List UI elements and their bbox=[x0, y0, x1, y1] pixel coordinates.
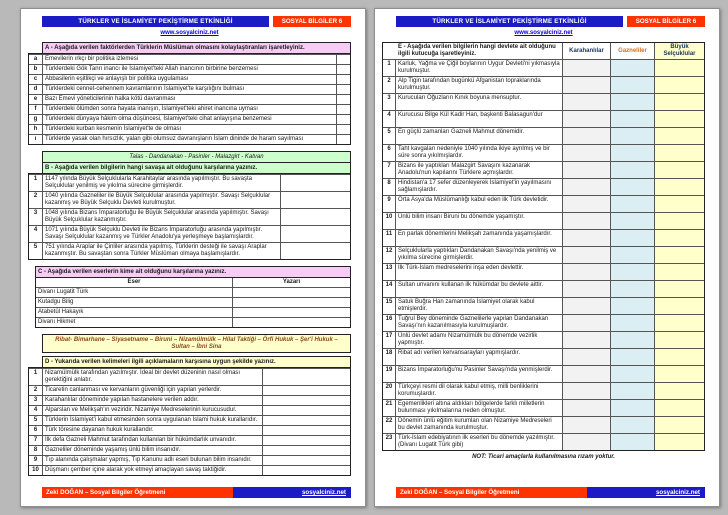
row-text: Alparslan ve Melikşah'ın veziridir. Nizamiye Medreselerinin kurucusudur. bbox=[45, 407, 237, 413]
checkbox-karahanlilar[interactable] bbox=[562, 332, 610, 348]
section-a-table bbox=[28, 53, 351, 145]
checkbox-gazneliler[interactable] bbox=[610, 179, 654, 195]
row-text: Türk töresine dayanan hukuk kurallarıdır. bbox=[45, 427, 154, 433]
subject-badge: SOSYAL BİLGİLER 6 bbox=[627, 16, 705, 27]
table-row bbox=[383, 280, 704, 297]
checkbox-gazneliler[interactable] bbox=[610, 332, 654, 348]
footer-site-link[interactable]: sosyalciniz.net bbox=[233, 487, 351, 498]
checkbox-gazneliler[interactable] bbox=[610, 315, 654, 331]
row-text: Türklerde yasak olan hırsızlık, yalan gibi olumsuz davranışların İslam dininde de haram sayılması bbox=[45, 136, 304, 142]
page-header bbox=[42, 16, 351, 27]
website-link[interactable]: www.sosyalciniz.net bbox=[514, 30, 573, 36]
checkbox-buyuk-selcuklular[interactable] bbox=[654, 434, 704, 450]
table-row bbox=[383, 144, 704, 161]
checkbox-karahanlilar[interactable] bbox=[562, 366, 610, 382]
checkbox-karahanlilar[interactable] bbox=[562, 400, 610, 416]
checkbox-karahanlilar[interactable] bbox=[562, 230, 610, 246]
answer-box[interactable] bbox=[336, 125, 350, 134]
row-text: Ribat adı verilen kervansarayları yapmışlardır. bbox=[398, 350, 521, 356]
page-title: TÜRKLER VE İSLAMİYET PEKİŞTİRME ETKİNLİĞİ bbox=[396, 16, 623, 27]
table-header-row bbox=[36, 278, 350, 287]
answer-box[interactable] bbox=[262, 416, 350, 425]
table-row bbox=[383, 195, 704, 212]
checkbox-karahanlilar[interactable] bbox=[562, 213, 610, 229]
answer-box[interactable] bbox=[262, 406, 350, 415]
row-key: d bbox=[29, 85, 43, 94]
checkbox-buyuk-selcuklular[interactable] bbox=[654, 179, 704, 195]
checkbox-karahanlilar[interactable] bbox=[562, 264, 610, 280]
checkbox-gazneliler[interactable] bbox=[610, 247, 654, 263]
row-text: Türkçeyi resmi dil olarak kabul etmiş, milli benliklerini korumuşlardır. bbox=[398, 384, 539, 397]
row-key: 12 bbox=[383, 247, 396, 263]
answer-box[interactable] bbox=[232, 308, 350, 317]
checkbox-buyuk-selcuklular[interactable] bbox=[654, 230, 704, 246]
table-row bbox=[383, 331, 704, 348]
checkbox-buyuk-selcuklular[interactable] bbox=[654, 349, 704, 365]
row-key: 22 bbox=[383, 417, 396, 433]
checkbox-gazneliler[interactable] bbox=[610, 264, 654, 280]
checkbox-buyuk-selcuklular[interactable] bbox=[654, 213, 704, 229]
row-text: Bazı Emevi yöneticilerinin halka kötü davranması bbox=[45, 96, 176, 102]
checkbox-karahanlilar[interactable] bbox=[562, 247, 610, 263]
checkbox-gazneliler[interactable] bbox=[610, 366, 654, 382]
row-text: Satuk Buğra Han zamanında İslamiyet olarak kabul etmişlerdir. bbox=[398, 299, 535, 312]
checkbox-buyuk-selcuklular[interactable] bbox=[654, 264, 704, 280]
row-text: Türklerdeki Gök Tanrı inancı ile İslamiyet'teki Allah inancının birbirine benzemesi bbox=[45, 66, 258, 72]
page-footer bbox=[396, 487, 705, 498]
row-text: Kurucusu Bilge Kül Kadir Han, başkenti Balasagun'dur bbox=[398, 112, 543, 118]
checkbox-buyuk-selcuklular[interactable] bbox=[654, 383, 704, 399]
checkbox-karahanlilar[interactable] bbox=[562, 417, 610, 433]
checkbox-karahanlilar[interactable] bbox=[562, 434, 610, 450]
row-key: 4 bbox=[29, 406, 43, 415]
checkbox-buyuk-selcuklular[interactable] bbox=[654, 332, 704, 348]
checkbox-karahanlilar[interactable] bbox=[562, 60, 610, 76]
row-text: Orta Asya'da Müslümanlığı kabul eden ilk Türk devletidir. bbox=[398, 197, 549, 203]
row-key: 2 bbox=[29, 192, 43, 208]
checkbox-buyuk-selcuklular[interactable] bbox=[654, 400, 704, 416]
row-text: Selçuklularla yaptıkları Dandanakan Savaşı'nda yenilmiş ve yıkılma sürecine girmişlerdir. bbox=[398, 248, 557, 261]
row-key: g bbox=[29, 115, 43, 124]
row-text: Ünlü bilim insanı Biruni bu dönemde yaşamıştır. bbox=[398, 214, 525, 220]
row-text: En güçlü zamanları Gazneli Mahmut dönemidir. bbox=[398, 129, 525, 135]
row-key: 3 bbox=[29, 209, 43, 225]
table-row bbox=[29, 465, 350, 475]
checkbox-buyuk-selcuklular[interactable] bbox=[654, 417, 704, 433]
row-text: Ünlü devlet adamı Nizamülmülk bu dönemde vezirlik yapmıştır. bbox=[398, 333, 538, 346]
answer-box[interactable] bbox=[232, 288, 350, 297]
checkbox-gazneliler[interactable] bbox=[610, 417, 654, 433]
row-key: 5 bbox=[383, 128, 396, 144]
section-a-title: A - Aşağıda verilen faktörlerden Türklerin Müslüman olmasını kolaylaştıranları işaretleyiniz. bbox=[42, 42, 351, 53]
checkbox-karahanlilar[interactable] bbox=[562, 196, 610, 212]
answer-box[interactable] bbox=[280, 243, 350, 259]
checkbox-buyuk-selcuklular[interactable] bbox=[654, 315, 704, 331]
row-key: 7 bbox=[383, 162, 396, 178]
table-row bbox=[383, 297, 704, 314]
answer-box[interactable] bbox=[262, 396, 350, 405]
checkbox-karahanlilar[interactable] bbox=[562, 111, 610, 127]
table-row bbox=[383, 127, 704, 144]
author-name: Zeki DOĞAN – Sosyal Bilgiler Öğretmeni bbox=[396, 487, 587, 498]
row-key: 13 bbox=[383, 264, 396, 280]
table-row bbox=[383, 161, 704, 178]
section-e-table bbox=[382, 42, 705, 451]
table-row bbox=[29, 435, 350, 445]
row-text: Düşmanı çember içine alarak yok etmeyi amaçlayan savaş taktiğidir. bbox=[45, 467, 227, 473]
checkbox-karahanlilar[interactable] bbox=[562, 315, 610, 331]
checkbox-karahanlilar[interactable] bbox=[562, 162, 610, 178]
row-key: ı bbox=[29, 135, 43, 144]
column-header-eser: Eser bbox=[127, 279, 141, 285]
row-key: 8 bbox=[29, 446, 43, 455]
checkbox-gazneliler[interactable] bbox=[610, 213, 654, 229]
row-text: Egemenlikleri altına aldıkları bölgelerde farklı milletlerin bulunması yıkılmalarına neden olmuştur. bbox=[398, 401, 545, 414]
checkbox-buyuk-selcuklular[interactable] bbox=[654, 162, 704, 178]
checkbox-buyuk-selcuklular[interactable] bbox=[654, 77, 704, 93]
section-b-table bbox=[28, 173, 351, 260]
checkbox-karahanlilar[interactable] bbox=[562, 349, 610, 365]
row-key: 3 bbox=[29, 396, 43, 405]
table-row bbox=[29, 225, 350, 242]
worksheet-page-2 bbox=[374, 8, 720, 507]
answer-box[interactable] bbox=[262, 466, 350, 475]
row-text: Türk-İslam edebiyatının ilk eserleri bu dönemde yazılmıştır. (Divanı Lugatit Türk gibi) bbox=[398, 435, 555, 448]
table-row bbox=[383, 348, 704, 365]
answer-box[interactable] bbox=[280, 209, 350, 225]
row-key: 15 bbox=[383, 298, 396, 314]
row-text: Tuğrul Bey döneminde Gaznelilerle yapılan Dandanakan Savaşı'nın kazanılmasıyla kurulmuşlardır. bbox=[398, 316, 549, 329]
checkbox-karahanlilar[interactable] bbox=[562, 298, 610, 314]
table-row bbox=[29, 134, 350, 144]
row-text: Gazneliler döneminde yaşamış ünlü bilim insanıdır. bbox=[45, 447, 181, 453]
checkbox-gazneliler[interactable] bbox=[610, 77, 654, 93]
row-key: 10 bbox=[29, 466, 43, 475]
checkbox-buyuk-selcuklular[interactable] bbox=[654, 247, 704, 263]
footer-site-link[interactable]: sosyalciniz.net bbox=[587, 487, 705, 498]
answer-box[interactable] bbox=[336, 135, 350, 144]
row-key: 18 bbox=[383, 349, 396, 365]
table-row bbox=[36, 307, 350, 317]
row-text: 1048 yılında Bizans İmparatorluğu ile Büyük Selçuklular arasında yapılmıştır. Savaşı Büyük Selçuklular kazanmıştır. bbox=[45, 210, 269, 223]
checkbox-gazneliler[interactable] bbox=[610, 230, 654, 246]
row-key: 20 bbox=[383, 383, 396, 399]
checkbox-gazneliler[interactable] bbox=[610, 349, 654, 365]
checkbox-gazneliler[interactable] bbox=[610, 196, 654, 212]
table-row bbox=[29, 208, 350, 225]
row-key: b bbox=[29, 65, 43, 74]
checkbox-karahanlilar[interactable] bbox=[562, 383, 610, 399]
answer-box[interactable] bbox=[262, 426, 350, 435]
row-text: İlk Türk-İslam medreselerini inşa eden devlettir. bbox=[398, 265, 524, 271]
row-key: 21 bbox=[383, 400, 396, 416]
checkbox-gazneliler[interactable] bbox=[610, 111, 654, 127]
row-key: 7 bbox=[29, 436, 43, 445]
answer-box[interactable] bbox=[336, 75, 350, 84]
row-key: 14 bbox=[383, 281, 396, 297]
row-text: Bizans ile yaptıkları Malazgirt Savaşını kazanarak Anadolu'nun kapılarını Türklere açmışlardır. bbox=[398, 163, 531, 176]
checkbox-gazneliler[interactable] bbox=[610, 94, 654, 110]
answer-box[interactable] bbox=[280, 226, 350, 242]
section-b-word-bank: Talas - Dandanakan - Pasinler - Malazgirt - Katvan bbox=[42, 151, 351, 162]
checkbox-gazneliler[interactable] bbox=[610, 128, 654, 144]
section-e-title: E - Aşağıda verilen bilgilerin hangi devlete ait olduğunu ilgili kutucuğa işaretleyiniz. bbox=[398, 44, 556, 57]
row-text: Abbasilerin eşitlikçi ve anlayışlı bir politika uygulaması bbox=[45, 76, 189, 82]
checkbox-gazneliler[interactable] bbox=[610, 145, 654, 161]
row-text: Karahanlılar döneminde yapılan hastanelere verilen addır. bbox=[45, 397, 199, 403]
work-title: Atabetül Hakayık bbox=[38, 309, 84, 315]
row-text: 1071 yılında Büyük Selçuklu Devleti ile Bizans İmparatorluğu arasında yapılmıştır. Savaşı Selçuklular kazanmış ve Türkler Anadolu'ya yerleşmeye başlamışlardır. bbox=[45, 227, 263, 240]
answer-box[interactable] bbox=[336, 115, 350, 124]
table-row bbox=[29, 455, 350, 465]
checkbox-buyuk-selcuklular[interactable] bbox=[654, 128, 704, 144]
table-row bbox=[29, 368, 350, 385]
table-row bbox=[36, 297, 350, 307]
checkbox-buyuk-selcuklular[interactable] bbox=[654, 60, 704, 76]
row-key: 4 bbox=[29, 226, 43, 242]
header-key-spacer bbox=[383, 43, 396, 59]
table-row bbox=[383, 212, 704, 229]
answer-box[interactable] bbox=[262, 386, 350, 395]
table-row bbox=[383, 416, 704, 433]
row-text: Emevilerin ırkçı bir politika izlemesi bbox=[45, 56, 139, 62]
answer-box[interactable] bbox=[336, 85, 350, 94]
answer-box[interactable] bbox=[232, 318, 350, 327]
subject-badge: SOSYAL BİLGİLER 6 bbox=[273, 16, 351, 27]
row-text: Karluk, Yağma ve Çiğil boylarının Uygur Devleti'ni yıkmasıyla kurulmuştur. bbox=[398, 61, 560, 74]
row-key: 2 bbox=[29, 386, 43, 395]
section-d-table bbox=[28, 367, 351, 476]
row-text: Alp Tigin tarafından bugünkü Afganistan topraklarında kurulmuştur. bbox=[398, 78, 541, 91]
checkbox-karahanlilar[interactable] bbox=[562, 128, 610, 144]
column-header-gazneliler: Gazneliler bbox=[610, 43, 654, 59]
row-key: 6 bbox=[29, 426, 43, 435]
row-text: Ticaretin canlanması ve kervanların güvenliği için yapılan yerlerdir. bbox=[45, 387, 222, 393]
table-row bbox=[383, 382, 704, 399]
worksheet-page-1 bbox=[20, 8, 366, 507]
row-text: Dönemin ünlü eğitim kurumları olan Nizamiye Medreseleri bu devlet zamanında kurulmuştur. bbox=[398, 418, 552, 431]
checkbox-buyuk-selcuklular[interactable] bbox=[654, 366, 704, 382]
row-text: Bizans İmparatorluğu'nu Pasinler Savaşı'nda yenmişlerdir. bbox=[398, 367, 553, 373]
section-d-title: D - Yukarıda verilen kelimeleri ilgili açıklamaların karşısına uygun şekilde yazınız. bbox=[42, 356, 351, 367]
table-row bbox=[29, 114, 350, 124]
row-key: c bbox=[29, 75, 43, 84]
table-row bbox=[36, 317, 350, 327]
table-row bbox=[29, 385, 350, 395]
row-key: e bbox=[29, 95, 43, 104]
table-row bbox=[383, 246, 704, 263]
row-text: Türklerdeki kurban kesmenin İslamiyet'te de olması bbox=[45, 126, 182, 132]
answer-box[interactable] bbox=[262, 446, 350, 455]
table-row bbox=[383, 110, 704, 127]
checkbox-gazneliler[interactable] bbox=[610, 434, 654, 450]
table-row bbox=[383, 178, 704, 195]
section-b-title: B - Aşağıda verilen bilgilerin hangi savaşa ait olduğunu karşılarına yazınız. bbox=[42, 162, 351, 173]
row-text: Hindistan'a 17 sefer düzenleyerek İslamiyet'in yayılmasını sağlamışlardır. bbox=[398, 180, 552, 193]
row-key: 5 bbox=[29, 416, 43, 425]
checkbox-karahanlilar[interactable] bbox=[562, 77, 610, 93]
answer-box[interactable] bbox=[336, 95, 350, 104]
table-row bbox=[29, 191, 350, 208]
row-key: 3 bbox=[383, 94, 396, 110]
checkbox-gazneliler[interactable] bbox=[610, 400, 654, 416]
checkbox-gazneliler[interactable] bbox=[610, 298, 654, 314]
section-c-title: C - Aşağıda verilen eserlerin kime ait olduğunu karşılarına yazınız. bbox=[35, 266, 351, 277]
table-row bbox=[383, 93, 704, 110]
row-key: 5 bbox=[29, 243, 43, 259]
table-row bbox=[29, 94, 350, 104]
row-key: f bbox=[29, 105, 43, 114]
table-row bbox=[29, 74, 350, 84]
section-d-word-bank: Ribat- Bimarhane – Siyasetname – Biruni – Nizamülmülk – Hilal Taktiği – Örfi Hukuk – Şer'i Hukuk – Sultan – İbni Sina bbox=[42, 334, 351, 353]
row-text: En parlak dönemlerini Melikşah zamanında yaşamışlardır. bbox=[398, 231, 552, 237]
checkbox-karahanlilar[interactable] bbox=[562, 281, 610, 297]
checkbox-gazneliler[interactable] bbox=[610, 281, 654, 297]
table-row bbox=[383, 399, 704, 416]
checkbox-karahanlilar[interactable] bbox=[562, 145, 610, 161]
row-key: 6 bbox=[383, 145, 396, 161]
checkbox-karahanlilar[interactable] bbox=[562, 94, 610, 110]
column-header-buyuk-selcuklular: Büyük Selçuklular bbox=[654, 43, 704, 59]
row-key: 23 bbox=[383, 434, 396, 450]
row-text: Türklerdeki dünyaya hâkim olma düşüncesi, İslamiyet'teki cihat anlayışına benzemesi bbox=[45, 116, 272, 122]
author-name: Zeki DOĞAN – Sosyal Bilgiler Öğretmeni bbox=[42, 487, 233, 498]
answer-box[interactable] bbox=[280, 192, 350, 208]
row-key: 2 bbox=[383, 77, 396, 93]
answer-box[interactable] bbox=[336, 105, 350, 114]
row-text: 1147 yılında Büyük Selçuklularla Karahitaylar arasında yapılmıştır. Bu savaşta Selçuklular yenilmiş ve yıkılma sürecine girmişlerdir. bbox=[45, 176, 252, 189]
row-text: Türklerdeki ölümden sonra hayata inanışın, İslamiyet'teki ahiret inancına uyması bbox=[45, 106, 258, 112]
table-row bbox=[29, 242, 350, 259]
table-row bbox=[29, 395, 350, 405]
checkbox-buyuk-selcuklular[interactable] bbox=[654, 281, 704, 297]
section-c-table bbox=[35, 277, 351, 328]
table-row bbox=[29, 54, 350, 64]
checkbox-gazneliler[interactable] bbox=[610, 383, 654, 399]
row-text: Kurucuları Oğuzların Kınık boyuna mensuptur. bbox=[398, 95, 522, 101]
checkbox-gazneliler[interactable] bbox=[610, 162, 654, 178]
row-text: 751 yılında Araplar ile Çinliler arasında yapılmış, Türklerin desteği ile savaşı Araplar kazanmıştır. Bu savaştan sonra Türkler Müslüman olmaya başlamışlardır. bbox=[45, 244, 267, 257]
table-row bbox=[383, 59, 704, 76]
page-header bbox=[396, 16, 705, 27]
row-key: 8 bbox=[383, 179, 396, 195]
row-key: 16 bbox=[383, 315, 396, 331]
row-key: 1 bbox=[383, 60, 396, 76]
checkbox-buyuk-selcuklular[interactable] bbox=[654, 196, 704, 212]
table-header-row bbox=[383, 43, 704, 59]
checkbox-buyuk-selcuklular[interactable] bbox=[654, 111, 704, 127]
checkbox-gazneliler[interactable] bbox=[610, 60, 654, 76]
row-text: 1040 yılında Gazneliler ile Büyük Selçuklular arasında yapılmıştır. Savaşı Selçuklular kazanmış ve Büyük Selçuklu Devleti kurulmuştur. bbox=[45, 193, 271, 206]
table-row bbox=[29, 64, 350, 74]
section-c bbox=[35, 266, 351, 328]
row-key: 9 bbox=[383, 196, 396, 212]
work-title: Divanı Hikmet bbox=[38, 319, 76, 325]
answer-box[interactable] bbox=[232, 298, 350, 307]
checkbox-buyuk-selcuklular[interactable] bbox=[654, 298, 704, 314]
answer-box[interactable] bbox=[262, 436, 350, 445]
checkbox-buyuk-selcuklular[interactable] bbox=[654, 94, 704, 110]
checkbox-karahanlilar[interactable] bbox=[562, 179, 610, 195]
table-row bbox=[36, 287, 350, 297]
row-text: Sultan unvanını kullanan ilk hükümdar bu devlete aittir. bbox=[398, 282, 544, 288]
website-link[interactable]: www.sosyalciniz.net bbox=[160, 30, 219, 36]
row-key: 9 bbox=[29, 456, 43, 465]
answer-box[interactable] bbox=[336, 65, 350, 74]
row-text: Türklerin İslamiyet'i kabul etmesinden sonra uygulanan İslami hukuk kurallarıdır. bbox=[45, 417, 258, 423]
table-row bbox=[29, 445, 350, 455]
table-row bbox=[383, 76, 704, 93]
column-header-karahanlilar: Karahanlılar bbox=[562, 43, 610, 59]
table-row bbox=[29, 174, 350, 191]
work-title: Kutadgu Bilig bbox=[38, 299, 74, 305]
row-key: 4 bbox=[383, 111, 396, 127]
table-row bbox=[383, 229, 704, 246]
row-key: 10 bbox=[383, 213, 396, 229]
table-row bbox=[29, 84, 350, 94]
row-text: Taht kavgaları nedeniyle 1040 yılında ikiye ayrılmış ve bir süre sonra yıkılmışlardır. bbox=[398, 146, 550, 159]
table-row bbox=[383, 314, 704, 331]
row-key: 1 bbox=[29, 175, 43, 191]
row-key: 11 bbox=[383, 230, 396, 246]
answer-box[interactable] bbox=[262, 456, 350, 465]
work-title: Divanı Lugatit Türk bbox=[38, 289, 89, 295]
row-key: 1 bbox=[29, 369, 43, 385]
table-row bbox=[383, 365, 704, 382]
table-row bbox=[29, 124, 350, 134]
copyright-note: NOT: Ticari amaçlarla kullanılmasına rızam yoktur. bbox=[472, 454, 615, 460]
checkbox-buyuk-selcuklular[interactable] bbox=[654, 145, 704, 161]
row-key: a bbox=[29, 55, 43, 64]
table-row bbox=[29, 425, 350, 435]
answer-box[interactable] bbox=[280, 175, 350, 191]
row-text: Türklerdeki cennet-cehennem kavramlarının İslamiyet'te karşılığını bulması bbox=[45, 86, 245, 92]
table-row bbox=[383, 433, 704, 450]
row-key: h bbox=[29, 125, 43, 134]
table-row bbox=[29, 405, 350, 415]
row-text: İlk defa Gazneli Mahmut tarafından kullanılan bir hükümdarlık unvanıdır. bbox=[45, 437, 237, 443]
answer-box[interactable] bbox=[262, 369, 350, 385]
row-key: 19 bbox=[383, 366, 396, 382]
page-footer bbox=[42, 487, 351, 498]
table-row bbox=[29, 104, 350, 114]
column-header-yazari: Yazarı bbox=[232, 278, 350, 287]
row-key: 17 bbox=[383, 332, 396, 348]
row-text: Nizamülmülk tarafından yazılmıştır. İdeal bir devlet düzeninin nasıl olması gerektiğini anlatır. bbox=[45, 370, 241, 383]
page-title: TÜRKLER VE İSLAMİYET PEKİŞTİRME ETKİNLİĞİ bbox=[42, 16, 269, 27]
row-text: Tıp alanında çalışmalar yapmış, Tıp Kanunu adlı eseri bulunan bilim insanıdır. bbox=[45, 457, 252, 463]
table-row bbox=[383, 263, 704, 280]
answer-box[interactable] bbox=[336, 55, 350, 64]
table-row bbox=[29, 415, 350, 425]
